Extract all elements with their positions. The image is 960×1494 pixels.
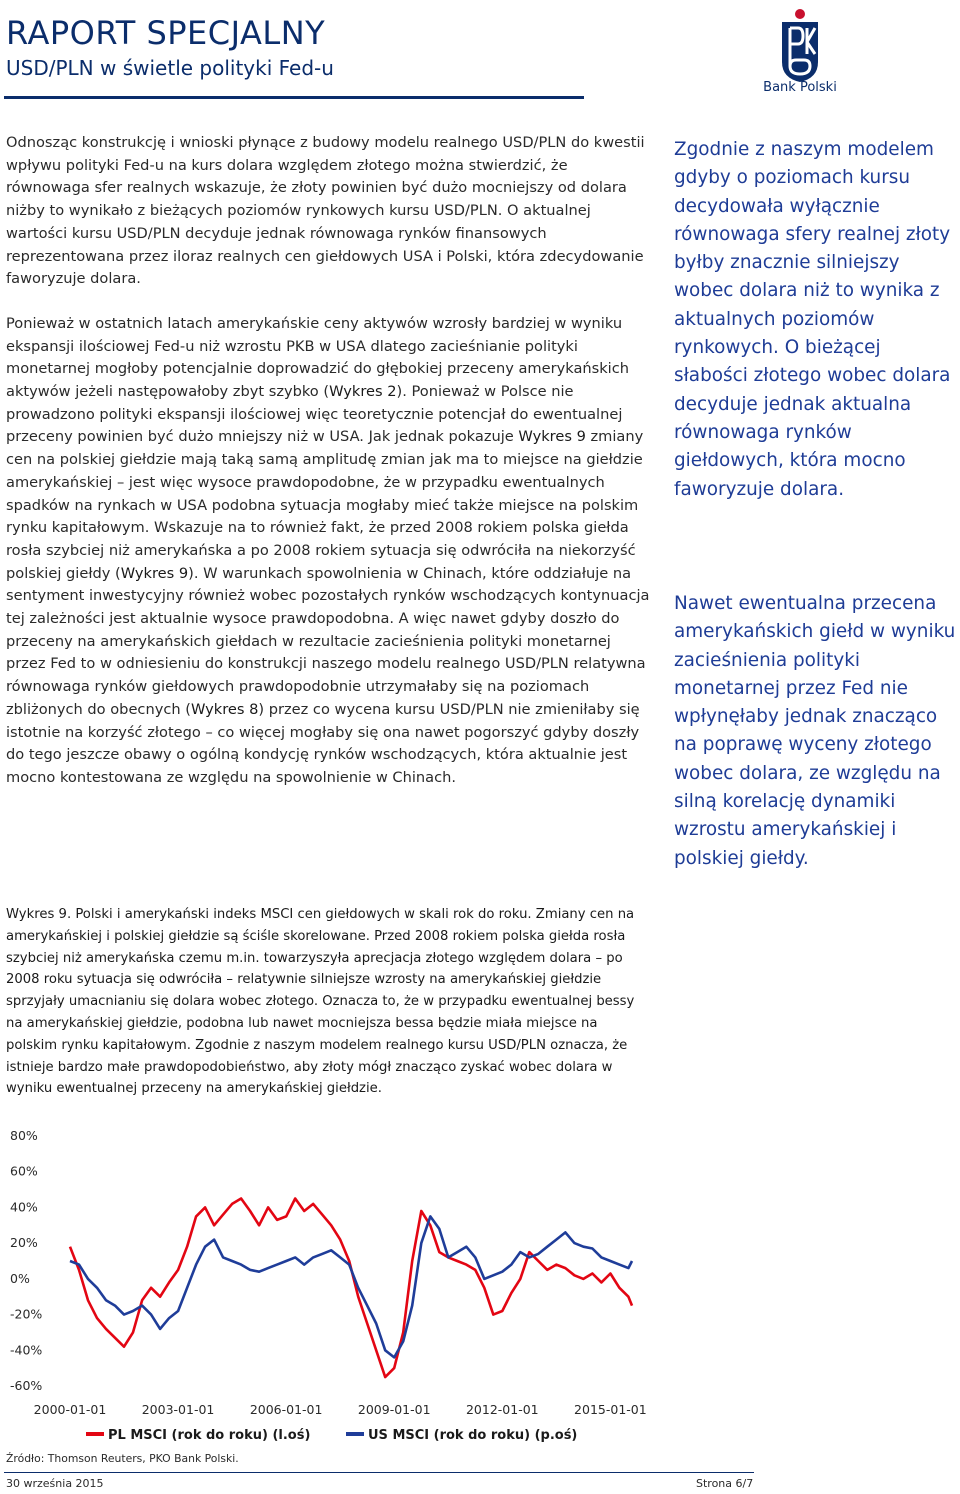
y-tick-label: 60% [10, 1163, 38, 1179]
x-tick-label: 2003-01-01 [141, 1402, 215, 1417]
chart-reference[interactable]: Wykres 9 [120, 564, 189, 582]
header-divider [4, 96, 584, 99]
y-tick-label: 20% [10, 1235, 38, 1251]
footer-divider [4, 1472, 754, 1473]
chart-reference[interactable]: Wykres 2 [329, 383, 397, 401]
y-tick-label: -40% [10, 1342, 43, 1358]
chart-reference[interactable]: Wykres 9 [518, 428, 586, 446]
x-tick-label: 2000-01-01 [33, 1402, 107, 1417]
report-subtitle: USD/PLN w świetle polityki Fed-u [6, 56, 334, 80]
pl-msci-line [70, 1199, 632, 1378]
msci-line-chart [0, 1122, 660, 1452]
page-number: Strona 6/7 [696, 1477, 754, 1490]
figure-caption: Wykres 9. Polski i amerykański indeks MSCI cen giełdowych w skali rok do roku. Zmiany cen na amerykańskiej i polskiej giełdzie są ściśle skorelowane. Przed 2008 rokiem polska giełda rosła szybciej niż amerykańska czemu m.in. towarzyszyła aprecjacja złotego względem dolara – po 2008 roku sytuacja się odwróciła – relatywnie silniejsze wzrosty na amerykańskiej giełdzie sprzyjały umacnianiu się dolara wobec złotego. Oznacza to, że w przypadku ewentualnej bessy na amerykańskiej giełdzie, podobna lub nawet mocniejsza bessa będzie miała miejsce na polskim rynku kapitałowym. Zgodnie z naszym modelem realnego kursu USD/PLN oznacza, że istnieje bardzo małe prawdopodobieństwo, aby złoty mógł znacząco zyskać wobec dolara w wyniku ewentualnej przeceny na amerykańskiej giełdzie. [6, 907, 635, 1097]
y-tick-label: 0% [10, 1270, 30, 1286]
legend-label: PL MSCI (rok do roku) (l.oś) [108, 1428, 311, 1443]
x-tick-label: 2009-01-01 [357, 1402, 431, 1417]
x-tick-label: 2015-01-01 [574, 1402, 647, 1417]
report-title: RAPORT SPECJALNY [6, 14, 326, 52]
x-tick-label: 2012-01-01 [465, 1402, 539, 1417]
footer-date: 30 września 2015 [6, 1477, 104, 1490]
source-note: Źródło: Thomson Reuters, PKO Bank Polski. [6, 1452, 239, 1465]
paragraph-2: Ponieważ w ostatnich latach amerykańskie ceny aktywów wzrosły bardziej w wyniku ekspansji ilościowej Fed-u niż wzrostu PKB w USA dlatego zacieśnianie polityki monetarnej mogłoby potencjalnie doprowadzić do głębokiej przeceny amerykańskich aktywów jeżeli następowałoby zbyt szybko (Wykres 2). Ponieważ w Polsce nie prowadzono polityki ekspansji ilościowej więc teoretycznie potencjał do ewentualnej przeceny powinien być dużo mniejszy niż w USA. Jak jednak pokazuje Wykres 9 zmiany cen na polskiej giełdzie mają taką samą amplitudę zmian jak ma to miejsce na giełdzie amerykańskiej – jest więc wysoce prawdopodobne, że w przypadku ewentualnych spadków na rynkach w USA podobna sytuacja mogłaby mieć także miejsce na polskim rynku kapitałowym. Wskazuje na to również fakt, że przed 2008 rokiem polska giełda rosła szybciej niż amerykańska a po 2008 rokiem sytuacja się odwróciła na niekorzyść polskiej giełdy (Wykres 9). W warunkach spowolnienia w Chinach, które oddziałuje na sentyment inwestycyjny również wobec pozostałych rynków wschodzących kontynuacja tej zależności jest aktualnie wysoce prawdopodobna. A więc nawet gdyby doszło do przeceny na amerykańskich giełdach w rezultacie zacieśnienia polityki monetarnej przez Fed to w odniesieniu do konstrukcji naszego modelu realnego USD/PLN relatywna równowaga rynków giełdowych prawdopodobnie utrzymałaby się na poziomach zbliżonych do obecnych (Wykres 8) przez co wycena kursu USD/PLN nie zmieniłaby się istotnie na korzyść złotego – co więcej mogłaby się ona nawet pogorszyć gdyby doszły do tego jeszcze obawy o ogólną kondycję rynków wschodzących, która aktualnie jest mocno kontestowana ze względu na spowolnienie w Chinach. [6, 314, 650, 786]
bank-name: Bank Polski [763, 80, 837, 95]
paragraph-1: Odnosząc konstrukcję i wnioski płynące z budowy modelu realnego USD/PLN do kwestii wpływu polityki Fed-u na kurs dolara względem złotego można stwierdzić, że równowaga sfer realnych wskazuje, że złoty powinien być dużo mocniejszy od dolara niżby to wynikało z bieżących poziomów rynkowych kursu USD/PLN. O aktualnej wartości kursu USD/PLN decyduje jednak równowaga rynków finansowych reprezentowana przez iloraz realnych cen giełdowych USA i Polski, która zdecydowanie faworyzuje dolara. [6, 134, 645, 288]
y-tick-label: 40% [10, 1199, 38, 1215]
main-text-column [6, 132, 651, 812]
sidebar-note-1: Zgodnie z naszym modelem gdyby o poziomach kursu decydowała wyłącznie równowaga sfery realnej złoty byłby znacznie silniejszy wobec dolara niż to wynika z aktualnych poziomów rynkowych. O bieżącej słabości złotego wobec dolara decyduje jednak aktualna równowaga rynków giełdowych, która mocno faworyzuje dolara. [674, 139, 951, 500]
us-msci-line [70, 1216, 632, 1357]
x-tick-label: 2006-01-01 [249, 1402, 323, 1417]
legend-label: US MSCI (rok do roku) (p.oś) [368, 1428, 578, 1443]
chart-reference[interactable]: Wykres 8 [190, 700, 259, 718]
y-tick-label: 80% [10, 1128, 38, 1143]
y-tick-label: -60% [10, 1378, 43, 1393]
chart-container [0, 1122, 660, 1452]
y-tick-label: -20% [10, 1306, 43, 1322]
sidebar-note-2: Nawet ewentualna przecena amerykańskich giełd w wyniku zacieśnienia polityki monetarnej przez Fed nie wpłynęłaby jednak znacząco na poprawę wyceny złotego wobec dolara, ze względu na silną korelację dynamiki wzrostu amerykańskiej i polskiej giełdy. [674, 593, 956, 869]
